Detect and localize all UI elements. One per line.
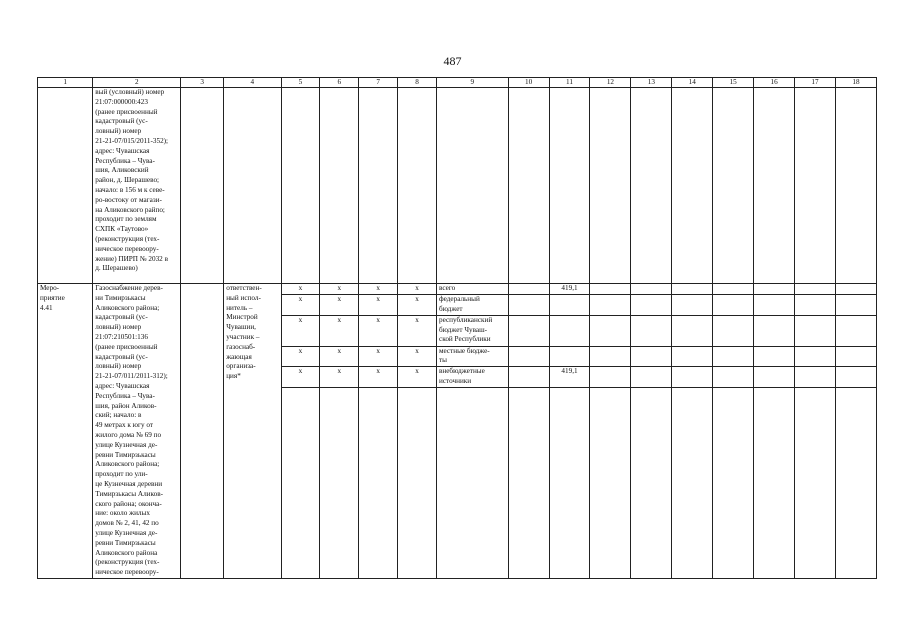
- cell: [713, 346, 754, 367]
- cell: [631, 367, 672, 388]
- cell: [835, 315, 876, 346]
- cell: [508, 346, 549, 367]
- marker-cell: х: [398, 346, 437, 367]
- funding-source: внебюджетные источники: [437, 367, 509, 388]
- cell: [754, 315, 795, 346]
- marker-cell: х: [359, 284, 398, 295]
- cell: [713, 284, 754, 295]
- column-number: 18: [835, 78, 876, 88]
- cell: [590, 346, 631, 367]
- cell: [672, 367, 713, 388]
- cell: [672, 346, 713, 367]
- funding-source: всего: [437, 284, 509, 295]
- marker-cell: х: [281, 284, 320, 295]
- cell: [835, 284, 876, 295]
- marker-cell: х: [359, 367, 398, 388]
- column-number: 17: [795, 78, 836, 88]
- page-number: 487: [443, 54, 462, 68]
- column-number: 12: [590, 78, 631, 88]
- cell: [672, 315, 713, 346]
- table-row: [38, 88, 877, 284]
- funding-source: республиканский бюджет Чуваш- ской Республики: [437, 315, 509, 346]
- cell: [359, 388, 398, 579]
- cell: [181, 88, 224, 284]
- cell: [281, 88, 320, 284]
- marker-cell: х: [281, 294, 320, 315]
- cell: [795, 88, 836, 284]
- cell: [713, 388, 754, 579]
- funding-source: местные бюдже- ты: [437, 346, 509, 367]
- cell: [508, 315, 549, 346]
- cell: [508, 284, 549, 295]
- cell: [754, 346, 795, 367]
- cell: [795, 367, 836, 388]
- amount-cell: [549, 294, 590, 315]
- column-number-row: [38, 78, 877, 88]
- column-number: 6: [320, 78, 359, 88]
- column-number: 2: [93, 78, 181, 88]
- funding-source: федеральный бюджет: [437, 294, 509, 315]
- cell: [835, 367, 876, 388]
- column-number: 4: [224, 78, 281, 88]
- cell: [631, 315, 672, 346]
- cell: [398, 388, 437, 579]
- cell: [549, 388, 590, 579]
- cell: [835, 346, 876, 367]
- column-number: 16: [754, 78, 795, 88]
- column-number: 11: [549, 78, 590, 88]
- marker-cell: х: [320, 284, 359, 295]
- object-description: Газоснабжение дерев- ни Тимирзькасы Аликовского района; кадастровый (ус- ловный) номер 21:07:210501:136 (ранее присвоенный кадастровый (ус- ловный) номер 21-21-07/011/2011-312); адрес: Чувашская Республика – Чува- шия, район Аликов- ский; начало: в 49 метрах к югу от жилого дома № 69 по улице Кузнечная де- ревни Тимирзькасы Аликовского района; проходит по ули- це Кузнечная деревни Тимирзькасы Аликов- ского района; оконча- ние: около жилых домов № 2, 41, 42 по улице Кузнечная де- ревни Тимирзькасы Аликовского района (реконструкция (тех- ническое перевоору-: [93, 284, 181, 579]
- cell: [631, 88, 672, 284]
- cell: [359, 88, 398, 284]
- column-number: 15: [713, 78, 754, 88]
- cell: [590, 388, 631, 579]
- marker-cell: х: [359, 346, 398, 367]
- amount-cell: [549, 346, 590, 367]
- cell: [590, 294, 631, 315]
- cell: [713, 88, 754, 284]
- cell: [508, 294, 549, 315]
- amount-cell: [549, 315, 590, 346]
- cell: [631, 284, 672, 295]
- cell: [590, 367, 631, 388]
- marker-cell: х: [398, 315, 437, 346]
- marker-cell: х: [281, 367, 320, 388]
- cell: [713, 367, 754, 388]
- column-number: 7: [359, 78, 398, 88]
- marker-cell: х: [320, 294, 359, 315]
- cell: [672, 388, 713, 579]
- column-number: 5: [281, 78, 320, 88]
- cell: [754, 294, 795, 315]
- cell: [795, 284, 836, 295]
- marker-cell: х: [398, 284, 437, 295]
- marker-cell: х: [320, 315, 359, 346]
- marker-cell: х: [359, 315, 398, 346]
- cell: [590, 315, 631, 346]
- object-description: вый (условный) номер 21:07:000000:423 (ранее присвоенный кадастровый (ус- ловный) номер 21-21-07/015/2011-352); адрес: Чувашская Республика – Чува- шия, Аликовский район, д. Шерашево; начало: в 156 м к севе- ро-востоку от магази- на Аликовского райпо; проходит по землям СХПК «Таутово» (реконструкция (тех- ническое перевоору- жение) ПИРП № 2032 в д. Шерашево): [93, 88, 181, 284]
- cell: [281, 388, 320, 579]
- executor: ответствен- ный испол- нитель – Минстрой Чувашии, участник – газоснаб- жающая организа- ция*: [224, 284, 281, 579]
- cell: [437, 388, 509, 579]
- cell: [437, 88, 509, 284]
- marker-cell: х: [359, 294, 398, 315]
- cell: [590, 88, 631, 284]
- cell: [224, 88, 281, 284]
- cell: [672, 88, 713, 284]
- cell: [713, 294, 754, 315]
- program-table: [37, 77, 877, 579]
- cell: [181, 284, 224, 579]
- cell: [795, 315, 836, 346]
- column-number: 8: [398, 78, 437, 88]
- cell: [508, 388, 549, 579]
- cell: [795, 294, 836, 315]
- amount-cell: 419,1: [549, 284, 590, 295]
- column-number: 14: [672, 78, 713, 88]
- cell: [795, 346, 836, 367]
- measure-number: Меро- приятие 4.41: [38, 284, 93, 579]
- marker-cell: х: [320, 346, 359, 367]
- table-row: [38, 284, 877, 295]
- cell: [320, 88, 359, 284]
- cell: [508, 367, 549, 388]
- cell: [835, 388, 876, 579]
- cell: [713, 315, 754, 346]
- amount-cell: 419,1: [549, 367, 590, 388]
- cell: [508, 88, 549, 284]
- cell: [398, 88, 437, 284]
- column-number: 9: [437, 78, 509, 88]
- cell: [631, 294, 672, 315]
- cell: [754, 367, 795, 388]
- column-number: 3: [181, 78, 224, 88]
- cell: [549, 88, 590, 284]
- marker-cell: х: [398, 294, 437, 315]
- column-number: 10: [508, 78, 549, 88]
- cell: [631, 346, 672, 367]
- cell: [795, 388, 836, 579]
- marker-cell: х: [281, 315, 320, 346]
- cell: [754, 284, 795, 295]
- cell: [631, 388, 672, 579]
- cell: [672, 294, 713, 315]
- column-number: 1: [38, 78, 93, 88]
- marker-cell: х: [398, 367, 437, 388]
- cell: [754, 88, 795, 284]
- cell: [590, 284, 631, 295]
- cell: [835, 294, 876, 315]
- marker-cell: х: [320, 367, 359, 388]
- column-number: 13: [631, 78, 672, 88]
- cell: [754, 388, 795, 579]
- cell: [835, 88, 876, 284]
- cell: [672, 284, 713, 295]
- marker-cell: х: [281, 346, 320, 367]
- cell: [320, 388, 359, 579]
- cell: [38, 88, 93, 284]
